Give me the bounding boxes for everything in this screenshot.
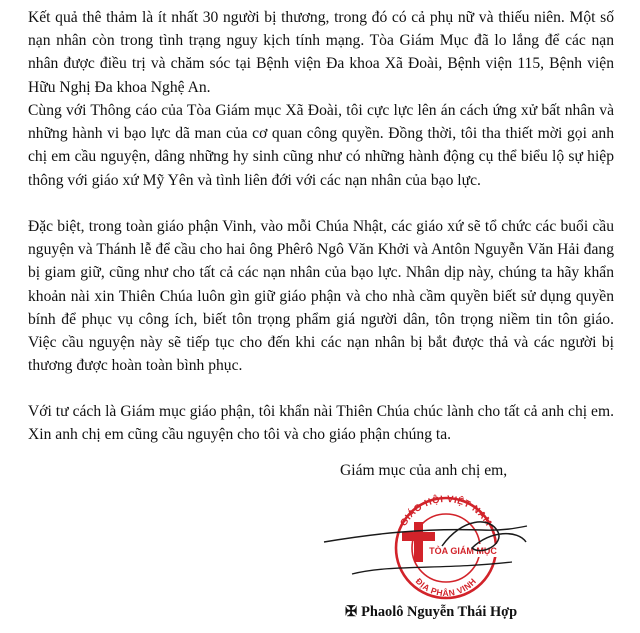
signer-name-line xyxy=(345,604,517,621)
paragraph-1: Kết quả thê thảm là ít nhất 30 người bị thương, trong đó có cả phụ nữ và thiếu niên. Một số nạn nhân còn trong tình trạng nguy kịch tính mạng. Tòa Giám Mục đã lo lắng để các nạn nhân được điều trị và chăm sóc tại Bệnh viện Đa khoa Xã Đoài, Bệnh viện 115, Bệnh viện Hữu Nghị Đa khoa Nghệ An. xyxy=(28,9,614,96)
seal-top-text: GIÁO HỘI VIỆT NAM xyxy=(398,493,494,529)
closing-line: Giám mục của anh chị em, xyxy=(340,462,508,479)
seal-center-text: TÒA GIÁM MỤC xyxy=(429,546,497,556)
paragraph-4: Với tư cách là Giám mục giáo phận, tôi khẩn nài Thiên Chúa chúc lành cho tất cả anh chị em. Xin anh chị em cũng cầu nguyện cho tôi và cho giáo phận chúng ta. xyxy=(28,403,614,444)
signer-name: Phaolô Nguyễn Thái Hợp xyxy=(361,604,518,620)
cross-icon: ✠ xyxy=(345,604,358,620)
seal-bottom-text: ĐỊA PHẬN VINH xyxy=(413,576,479,599)
paragraph-2: Cùng với Thông cáo của Tòa Giám mục Xã Đoài, tôi cực lực lên án cách ứng xử bất nhân và những hành vi bạo lực dã man của cơ quan công quyền. Đồng thời, tôi tha thiết mời gọi anh chị em cầu nguyện, dâng những hy sinh cũng như có những hành động cụ thể biểu lộ sự hiệp thông với giáo xứ Mỹ Yên và tình liên đới với các nạn nhân của bạo lực. xyxy=(28,102,614,189)
handwritten-signature xyxy=(322,490,532,600)
paragraph-3: Đặc biệt, trong toàn giáo phận Vinh, vào mỗi Chúa Nhật, các giáo xứ sẽ tổ chức các buổi cầu nguyện và Thánh lễ để cầu cho hai ông Phêrô Ngô Văn Khởi và Antôn Nguyễn Văn Hải đang bị giam giữ, cũng như cho tất cả các nạn nhân của bạo lực. Nhân dịp này, chúng ta hãy khẩn khoản nài xin Thiên Chúa luôn gìn giữ giáo phận và cho nhà cầm quyền biết sử dụng quyền bính để phục vụ công ích, biết tôn trọng phẩm giá người dân, tôn trọng niềm tin tôn giáo. Việc cầu nguyện này sẽ tiếp tục cho đến khi các nạn nhân bị bắt được thả và các người bị thương được hoàn toàn bình phục. xyxy=(28,218,614,375)
